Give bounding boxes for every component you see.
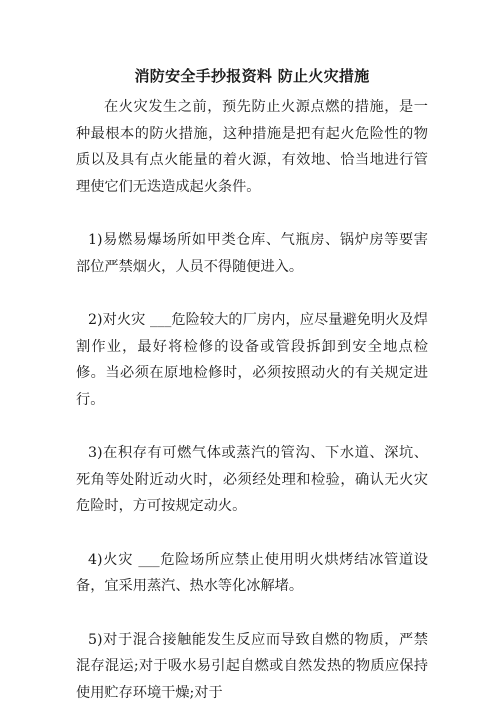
measure-item-3: 3)在积存有可燃气体或蒸汽的管沟、下水道、深坑、死角等处附近动火时，必须经处理和检验，确认无火灾危险时，方可按规定动火。	[76, 445, 428, 514]
measure-item-4: 4)火灾 ___危险场所应禁止使用明火烘烤结冰管道设备，宜采用蒸汽、热水等化冰解堵。	[76, 551, 428, 594]
measure-item-5: 5)对于混合接触能发生反应而导致自燃的物质，严禁混存混运;对于吸水易引起自燃或自然发热的物质应保持使用贮存环境干燥;对于	[76, 631, 428, 701]
paragraph-gap	[76, 600, 428, 627]
measure-item-2: 2)对火灾 ___危险较大的厂房内，应尽量避免明火及焊割作业，最好将检修的设备或管段拆卸到安全地点检修。当必须在原地检修时，必须按照动火的有关规定进行。	[76, 312, 428, 408]
measure-item-1: 1)易燃易爆场所如甲类仓库、气瓶房、锅炉房等要害部位严禁烟火，人员不得随便进入。	[76, 232, 428, 275]
paragraph-gap	[76, 280, 428, 307]
paragraph-gap	[76, 520, 428, 547]
paragraph-gap	[76, 413, 428, 440]
intro-paragraph: 在火灾发生之前，预先防止火源点燃的措施，是一种最根本的防火措施，这种措施是把有起火危险性的物质以及具有点火能量的着火源，有效地、恰当地进行管理使它们无迭造成起火条件。	[76, 99, 428, 195]
paragraph-gap	[76, 200, 428, 227]
document-title: 消防安全手抄报资料 防止火灾措施	[134, 67, 370, 85]
